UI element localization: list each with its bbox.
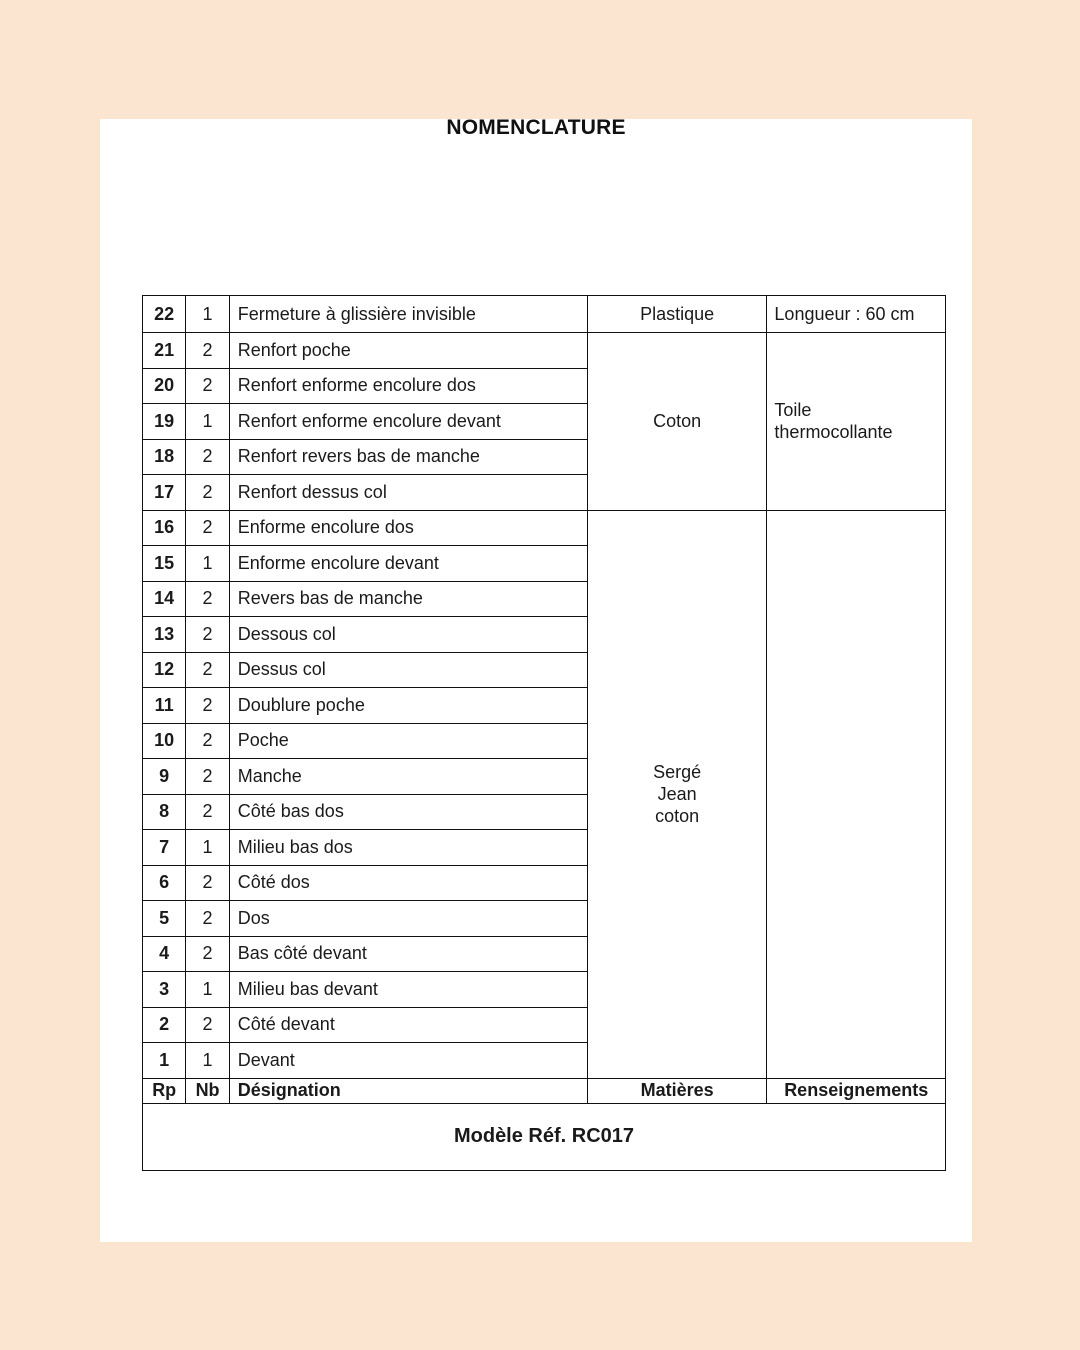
page-title: NOMENCLATURE bbox=[446, 116, 626, 139]
rp-cell: 4 bbox=[143, 936, 186, 972]
header-renseignements: Renseignements bbox=[767, 1078, 946, 1103]
designation-cell: Poche bbox=[229, 723, 587, 759]
note-line: thermocollante bbox=[774, 422, 893, 443]
rp-cell: 21 bbox=[143, 333, 186, 369]
nb-cell: 1 bbox=[186, 972, 229, 1008]
nb-cell: 1 bbox=[186, 404, 229, 440]
rp-cell: 3 bbox=[143, 972, 186, 1008]
rp-cell: 14 bbox=[143, 581, 186, 617]
designation-cell: Côté dos bbox=[229, 865, 587, 901]
nb-cell: 2 bbox=[186, 368, 229, 404]
designation-cell: Bas côté devant bbox=[229, 936, 587, 972]
material-line: Jean bbox=[657, 784, 697, 804]
header-designation: Désignation bbox=[229, 1078, 587, 1103]
designation-cell: Dessus col bbox=[229, 652, 587, 688]
rp-cell: 7 bbox=[143, 830, 186, 866]
nb-cell: 1 bbox=[186, 546, 229, 582]
nb-cell: 2 bbox=[186, 617, 229, 653]
material-cell-serge bbox=[587, 510, 767, 1078]
designation-cell: Enforme encolure dos bbox=[229, 510, 587, 546]
table-header-row bbox=[143, 1078, 946, 1103]
rp-cell: 13 bbox=[143, 617, 186, 653]
nb-cell: 2 bbox=[186, 723, 229, 759]
nb-cell: 2 bbox=[186, 759, 229, 795]
nb-cell: 2 bbox=[186, 475, 229, 511]
nb-cell: 2 bbox=[186, 865, 229, 901]
designation-cell: Côté bas dos bbox=[229, 794, 587, 830]
rp-cell: 22 bbox=[143, 296, 186, 333]
designation-cell: Renfort poche bbox=[229, 333, 587, 369]
document-page bbox=[100, 116, 972, 1242]
rp-cell: 20 bbox=[143, 368, 186, 404]
nb-cell: 2 bbox=[186, 901, 229, 937]
nb-cell: 2 bbox=[186, 652, 229, 688]
nb-cell: 1 bbox=[186, 830, 229, 866]
designation-cell: Devant bbox=[229, 1043, 587, 1079]
rp-cell: 11 bbox=[143, 688, 186, 724]
note-cell-empty bbox=[767, 510, 946, 1078]
rp-cell: 18 bbox=[143, 439, 186, 475]
table-row bbox=[143, 333, 946, 369]
rp-cell: 12 bbox=[143, 652, 186, 688]
rp-cell: 9 bbox=[143, 759, 186, 795]
nb-cell: 1 bbox=[186, 296, 229, 333]
rp-cell: 16 bbox=[143, 510, 186, 546]
nb-cell: 2 bbox=[186, 936, 229, 972]
rp-cell: 2 bbox=[143, 1007, 186, 1043]
header-matieres: Matières bbox=[587, 1078, 767, 1103]
nb-cell: 2 bbox=[186, 510, 229, 546]
model-reference-row bbox=[143, 1103, 946, 1170]
rp-cell: 19 bbox=[143, 404, 186, 440]
material-line: coton bbox=[655, 806, 700, 826]
note-cell-toile bbox=[767, 333, 946, 511]
header-nb: Nb bbox=[186, 1078, 229, 1103]
nb-cell: 2 bbox=[186, 688, 229, 724]
rp-cell: 5 bbox=[143, 901, 186, 937]
rp-cell: 6 bbox=[143, 865, 186, 901]
header-rp: Rp bbox=[143, 1078, 186, 1103]
rp-cell: 15 bbox=[143, 546, 186, 582]
rp-cell: 17 bbox=[143, 475, 186, 511]
designation-cell: Renfort dessus col bbox=[229, 475, 587, 511]
nb-cell: 2 bbox=[186, 1007, 229, 1043]
note-line: Toile bbox=[774, 400, 812, 421]
designation-cell: Renfort enforme encolure dos bbox=[229, 368, 587, 404]
designation-cell: Renfort enforme encolure devant bbox=[229, 404, 587, 440]
designation-cell: Milieu bas devant bbox=[229, 972, 587, 1008]
designation-cell: Doublure poche bbox=[229, 688, 587, 724]
designation-cell: Revers bas de manche bbox=[229, 581, 587, 617]
designation-cell: Dessous col bbox=[229, 617, 587, 653]
nb-cell: 2 bbox=[186, 333, 229, 369]
table-row bbox=[143, 296, 946, 333]
material-line: Sergé bbox=[653, 762, 702, 782]
material-cell-coton: Coton bbox=[587, 333, 767, 511]
rp-cell: 1 bbox=[143, 1043, 186, 1079]
nb-cell: 2 bbox=[186, 581, 229, 617]
designation-cell: Renfort revers bas de manche bbox=[229, 439, 587, 475]
note-cell-longueur: Longueur : 60 cm bbox=[767, 296, 946, 333]
designation-cell: Fermeture à glissière invisible bbox=[229, 296, 587, 333]
nb-cell: 2 bbox=[186, 439, 229, 475]
nb-cell: 2 bbox=[186, 794, 229, 830]
designation-cell: Côté devant bbox=[229, 1007, 587, 1043]
rp-cell: 8 bbox=[143, 794, 186, 830]
designation-cell: Milieu bas dos bbox=[229, 830, 587, 866]
material-cell-plastique: Plastique bbox=[587, 296, 767, 333]
nb-cell: 1 bbox=[186, 1043, 229, 1079]
designation-cell: Dos bbox=[229, 901, 587, 937]
model-reference: Modèle Réf. RC017 bbox=[143, 1103, 946, 1170]
nomenclature-table bbox=[142, 295, 946, 1171]
designation-cell: Manche bbox=[229, 759, 587, 795]
table-row bbox=[143, 510, 946, 546]
designation-cell: Enforme encolure devant bbox=[229, 546, 587, 582]
rp-cell: 10 bbox=[143, 723, 186, 759]
